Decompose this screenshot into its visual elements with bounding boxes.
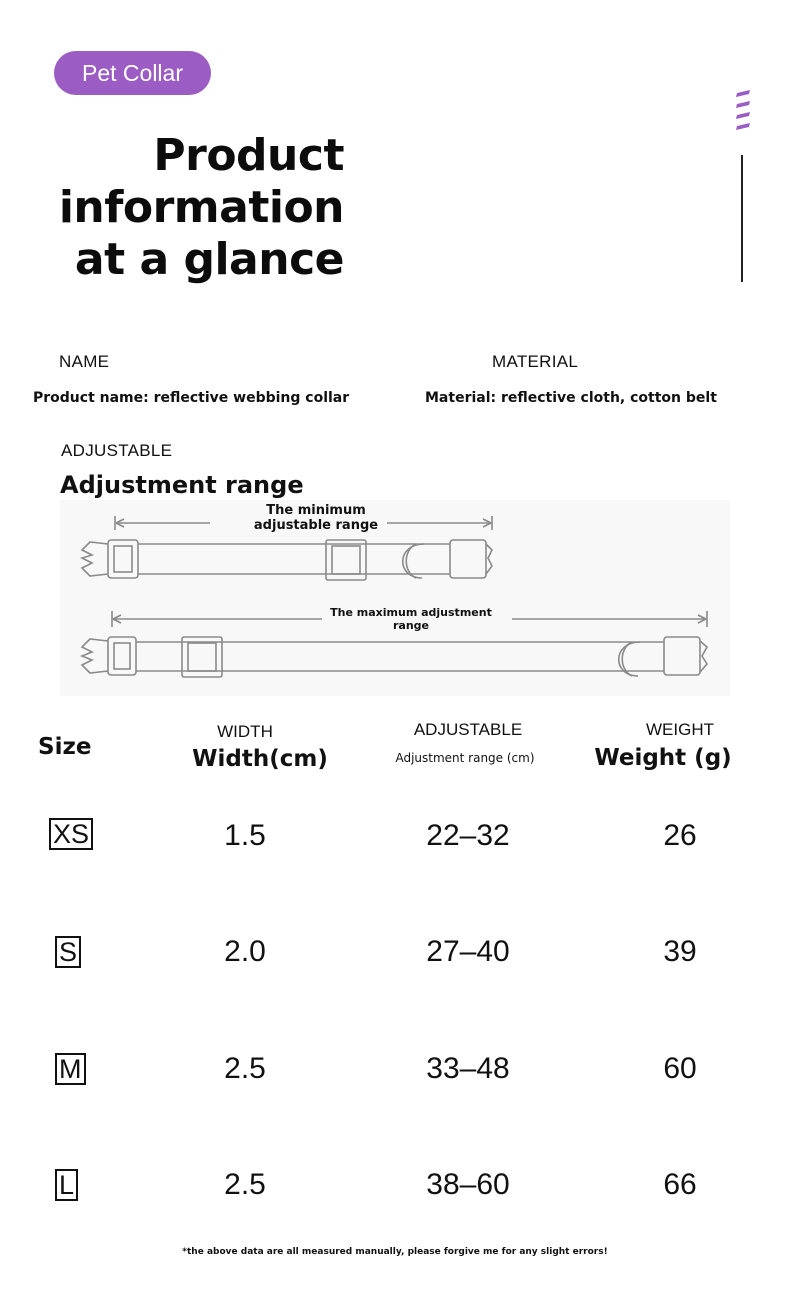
range-xs: 22–32: [426, 819, 510, 852]
name-caption: NAME: [59, 352, 110, 371]
vertical-divider: [741, 155, 743, 282]
range-m: 33–48: [426, 1052, 510, 1085]
size-badge-xs: XS: [49, 818, 93, 850]
weight-l: 66: [663, 1168, 697, 1201]
width-m: 2.5: [224, 1052, 266, 1085]
width-header: Width(cm): [192, 746, 328, 772]
maximum-range-label-line-2: range: [392, 619, 429, 632]
material-value: Material: reflective cloth, cotton belt: [425, 390, 717, 406]
maximum-range-label-line-1: The maximum adjustment: [330, 606, 492, 619]
name-value: Product name: reflective webbing collar: [33, 390, 350, 406]
width-l: 2.5: [224, 1168, 266, 1201]
adjustment-range-title: Adjustment range: [60, 471, 304, 499]
title-line-3: at a glance: [74, 234, 344, 285]
weight-xs: 26: [663, 819, 697, 852]
size-header: Size: [38, 734, 92, 760]
range-l: 38–60: [426, 1168, 510, 1201]
weight-m: 60: [663, 1052, 697, 1085]
pet-collar-badge: Pet Collar: [54, 51, 211, 95]
adjustable-column-caption: ADJUSTABLE: [413, 720, 523, 739]
adjustable-caption: ADJUSTABLE: [61, 441, 173, 460]
weight-s: 39: [663, 935, 697, 968]
size-badge-s: S: [55, 936, 81, 968]
material-caption: MATERIAL: [492, 352, 579, 371]
size-badge-m: M: [55, 1053, 86, 1085]
adjustment-range-header: Adjustment range (cm): [395, 751, 535, 765]
maximum-range-label: [311, 606, 511, 632]
stripes-decoration: [733, 90, 753, 132]
size-badge-l: L: [55, 1169, 78, 1201]
width-caption: WIDTH: [217, 722, 273, 741]
width-s: 2.0: [224, 935, 266, 968]
title-line-2: information: [58, 182, 344, 233]
minimum-range-label-line-1: The minimum: [266, 503, 366, 518]
page-title: [40, 130, 344, 286]
minimum-range-label-line-2: adjustable range: [253, 518, 379, 533]
width-xs: 1.5: [224, 819, 266, 852]
footnote: *the above data are all measured manually, please forgive me for any slight errors!: [182, 1247, 608, 1257]
title-line-1: Product: [153, 130, 344, 181]
weight-header: Weight (g): [594, 745, 732, 771]
minimum-range-label: [216, 503, 416, 533]
range-s: 27–40: [426, 935, 510, 968]
weight-caption: WEIGHT: [646, 720, 714, 739]
